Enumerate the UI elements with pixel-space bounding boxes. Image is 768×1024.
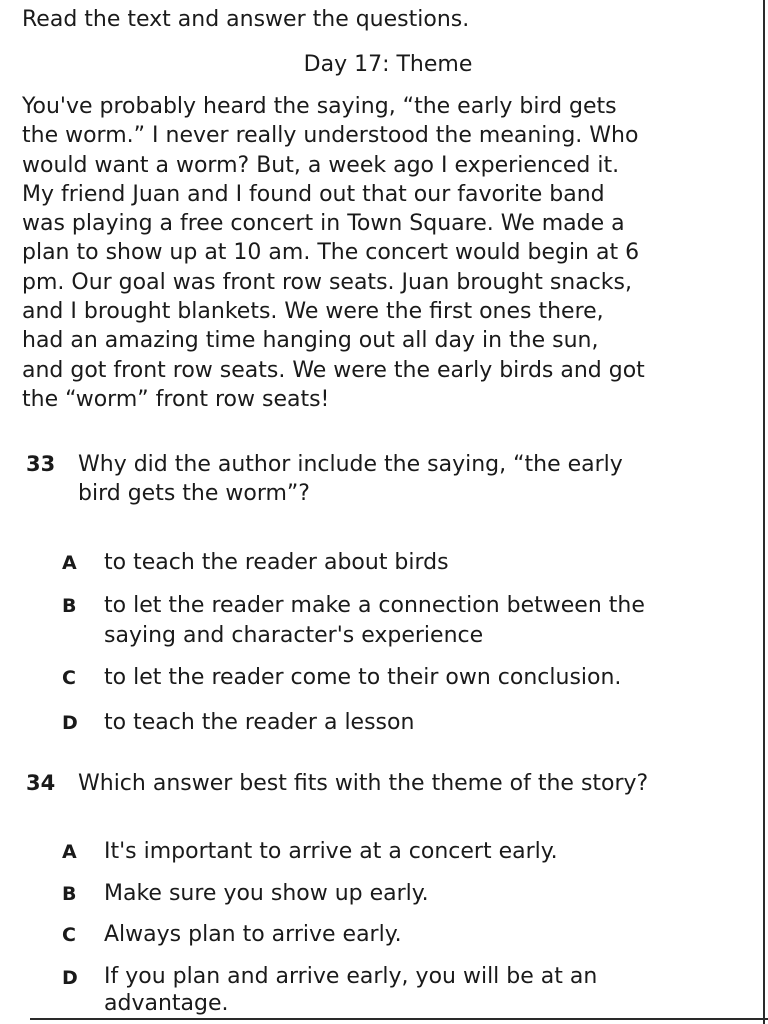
choice-text (104, 548, 449, 578)
passage-line: was playing a free concert in Town Square. We made a (22, 211, 625, 237)
passage-line: and got front row seats. We were the early birds and got (22, 357, 645, 383)
passage-line: plan to show up at 10 am. The concert would begin at 6 (22, 240, 640, 266)
choice-letter: D (62, 712, 78, 734)
choice-letter: B (62, 595, 77, 617)
question-number: 34 (26, 771, 56, 795)
passage-line: My friend Juan and I found out that our favorite band (22, 181, 605, 207)
choice-text (104, 963, 597, 1017)
page-title: Day 17: Theme (303, 52, 473, 77)
passage-line: and I brought blankets. We were the first ones there, (22, 299, 604, 325)
choice-text (104, 920, 402, 950)
question-number: 33 (26, 452, 56, 476)
question-stem-line: Why did the author include the saying, “the early (78, 452, 623, 477)
choice-letter: B (62, 883, 77, 905)
passage-line: pm. Our goal was front row seats. Juan brought snacks, (22, 269, 632, 295)
choice-letter: D (62, 967, 78, 989)
right-border-line (763, 0, 765, 1024)
choice-text (104, 591, 645, 651)
passage-line: the “worm” front row seats! (22, 386, 330, 412)
choice-letter: A (62, 552, 77, 574)
choice-text (104, 879, 429, 909)
passage-line: would want a worm? But, a week ago I experienced it. (22, 152, 620, 178)
choice-text-line: Always plan to arrive early. (104, 922, 402, 947)
choice-text (104, 708, 414, 738)
question-stem (78, 769, 648, 798)
choice-text-line: to teach the reader a lesson (104, 710, 415, 735)
choice-text-line: Make sure you show up early. (104, 881, 429, 906)
choice-text-line: to let the reader make a connection between the (104, 593, 645, 618)
choice-letter: C (62, 924, 76, 946)
choice-text (104, 663, 621, 693)
reading-passage (22, 92, 752, 414)
choice-text-line: saying and character's experience (104, 623, 484, 648)
passage-line: had an amazing time hanging out all day in the sun, (22, 328, 599, 354)
question-stem (78, 450, 623, 508)
passage-line: You've probably heard the saying, “the early bird gets (22, 94, 617, 119)
instructions: Read the text and answer the questions. (22, 7, 470, 32)
choice-text-line: advantage. (104, 991, 229, 1016)
choice-text-line: It's important to arrive at a concert early. (104, 839, 558, 864)
bottom-border-line (30, 1018, 768, 1020)
choice-text-line: to let the reader come to their own conclusion. (104, 665, 622, 690)
question-stem-line: bird gets the worm”? (78, 481, 310, 506)
choice-letter: A (62, 841, 77, 863)
choice-text-line: If you plan and arrive early, you will be at an (104, 964, 598, 989)
question-stem-line: Which answer best fits with the theme of the story? (78, 771, 649, 796)
choice-letter: C (62, 667, 76, 689)
choice-text-line: to teach the reader about birds (104, 550, 449, 575)
passage-line: the worm.” I never really understood the meaning. Who (22, 123, 639, 149)
choice-text (104, 837, 558, 867)
